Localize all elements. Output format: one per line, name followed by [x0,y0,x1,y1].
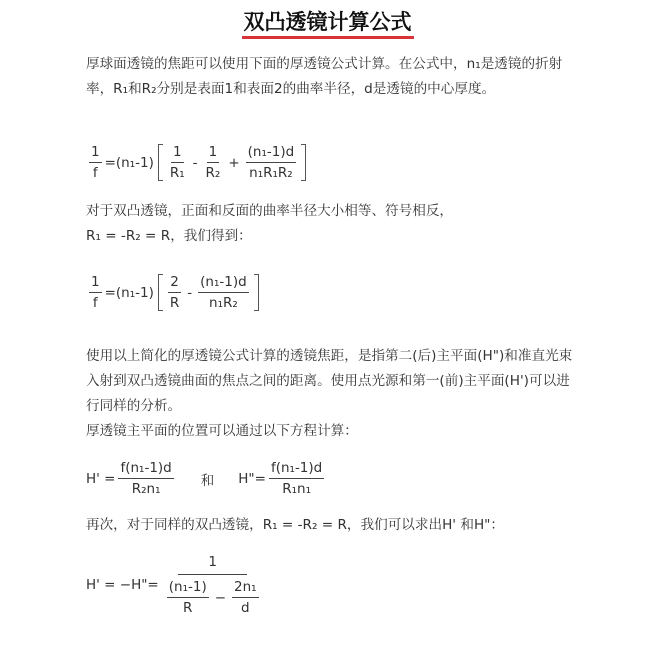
result-lhs: H' = −H"= [86,577,159,593]
title-text: 双凸透镜计算公式 [243,10,412,34]
title-underline [242,36,414,39]
lhs-denominator: f [92,295,98,311]
h2-fraction [269,460,324,497]
term-1-numerator: 2 [168,274,181,293]
biconvex-equation [86,274,259,311]
minus-sign: − [214,589,227,606]
term-2 [198,274,249,311]
minus-sign: - [192,154,198,171]
bracket-left-serif [158,274,163,311]
principal-plane-result-equation [86,554,267,616]
den-term-1-denominator: R [183,600,193,616]
term-1 [168,144,187,181]
lhs-fraction [89,144,102,181]
h2-numerator: f(n₁-1)d [269,460,324,479]
bracket-group [154,274,259,311]
h1-denominator: R₂n₁ [131,481,161,497]
factor: =(n₁-1) [104,154,154,171]
h1-numerator: f(n₁-1)d [118,460,173,479]
and-word: 和 [200,472,215,489]
h1-lhs: H' = [86,470,116,487]
result-fraction [162,554,264,616]
lhs-numerator: 1 [89,144,102,163]
principal-plane-equations [86,460,327,497]
result-intro: 再次，对于同样的双凸透镜，R₁ = -R₂ = R，我们可以求出H' 和H"： [86,517,505,533]
h1-fraction [118,460,173,497]
thick-lens-equation [86,144,306,181]
den-term-2-numerator: 2n₁ [232,579,259,598]
den-term-2-denominator: d [241,600,250,616]
term-1-denominator: R₁ [169,165,185,181]
bracket-group [154,144,306,181]
den-term-1-numerator: (n₁-1) [167,579,209,598]
factor: =(n₁-1) [104,284,154,301]
h2-lhs: H"= [238,470,266,487]
bracket-right-serif [254,274,259,311]
plus-sign: + [228,154,240,171]
principal-plane-paragraph: 使用以上简化的厚透镜公式计算的透镜焦距，是指第二(后)主平面(H")和准直光束入射到双凸透镜曲面的焦点之间的距离。使用点光源和第一(前)主平面(H')可以进行同样的分析。 [86,348,573,414]
term-3-numerator: (n₁-1)d [246,144,297,163]
term-1-denominator: R [169,295,180,311]
intro-paragraph: 厚球面透镜的焦距可以使用下面的厚透镜公式计算。在公式中，n₁是透镜的折射率，R₁和R₂分别是表面1和表面2的曲率半径，d是透镜的中心厚度。 [86,56,563,97]
minus-sign: - [187,284,193,301]
biconvex-paragraph [86,199,576,249]
term-2-denominator: n₁R₂ [209,295,238,311]
page-title [0,6,655,36]
lhs-numerator: 1 [89,274,102,293]
result-denominator [162,575,264,616]
lhs-fraction [89,274,102,311]
principal-plane-intro: 厚透镜主平面的位置可以通过以下方程计算： [86,423,358,439]
term-3-denominator: n₁R₁R₂ [249,165,293,181]
term-2 [204,144,223,181]
term-2-numerator: (n₁-1)d [198,274,249,293]
h2-denominator: R₁n₁ [282,481,311,497]
den-term-2 [232,579,259,616]
term-2-numerator: 1 [207,144,220,163]
result-numerator: 1 [178,554,247,575]
term-3 [246,144,297,181]
lhs-denominator: f [92,165,98,181]
term-1 [168,274,181,311]
biconvex-line-1: 对于双凸透镜，正面和反面的曲率半径大小相等、符号相反， [86,203,454,219]
term-1-numerator: 1 [171,144,184,163]
term-2-denominator: R₂ [205,165,221,181]
den-term-1 [167,579,209,616]
bracket [158,274,259,311]
bracket [158,144,306,181]
bracket-right-serif [301,144,306,181]
bracket-left-serif [158,144,163,181]
biconvex-line-2: R₁ = -R₂ = R，我们得到： [86,228,252,244]
